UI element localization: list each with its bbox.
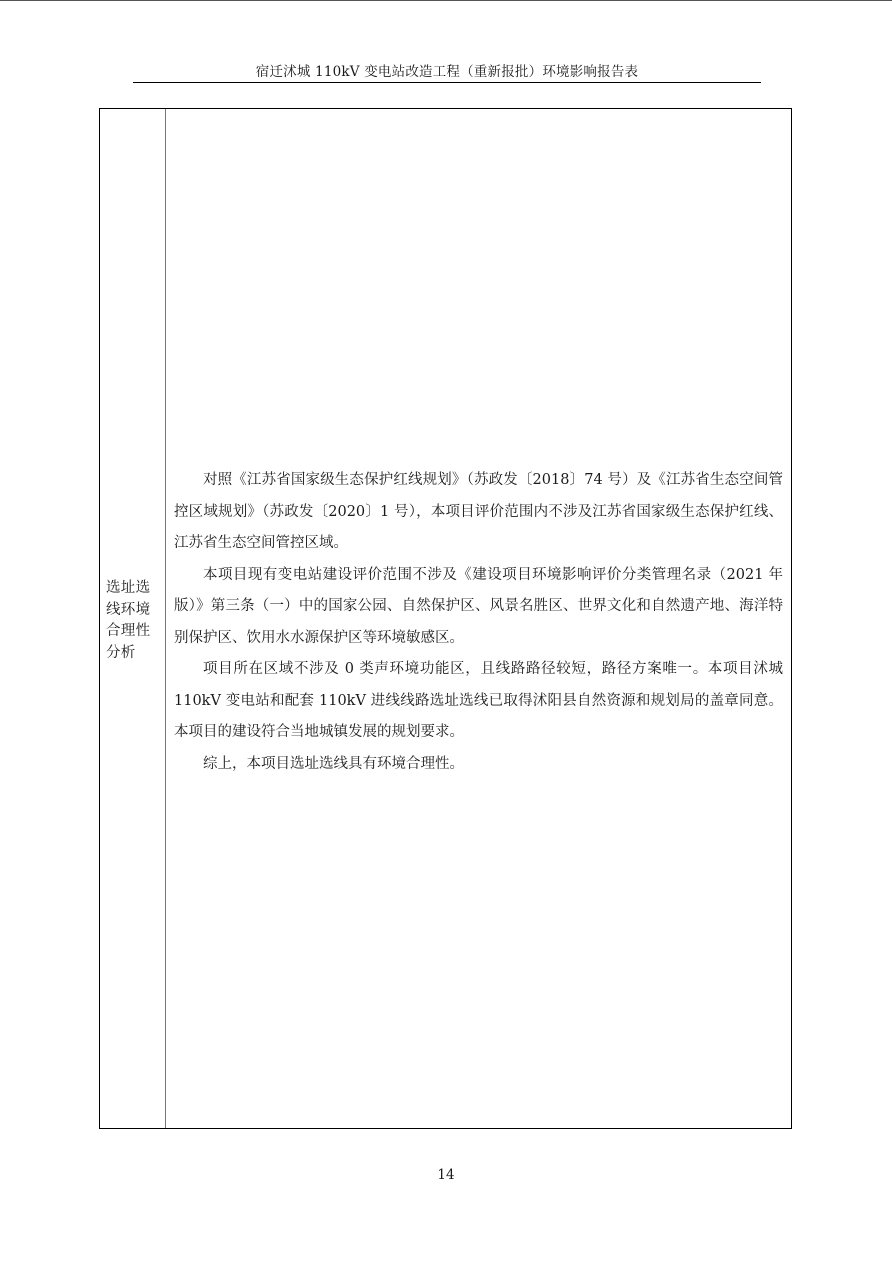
paragraph-conclusion: 综上，本项目选址选线具有环境合理性。 bbox=[203, 755, 464, 772]
page-header-title: 宿迁沭城 110kV 变电站改造工程（重新报批）环境影响报告表 bbox=[133, 62, 761, 83]
row-label-text: 选址选线环境合理性分析 bbox=[106, 580, 151, 661]
top-border-line bbox=[0, 0, 892, 1]
analysis-text-block bbox=[174, 465, 783, 780]
paragraph-sensitive-areas: 本项目现有变电站建设评价范围不涉及《建设项目环境影响评价分类管理名录（2021 年版）》第三条（一）中的国家公园、自然保护区、风景名胜区、世界文化和自然遗产地、海洋特别保护区、饮用水水源保护区等环境敏感区。 bbox=[174, 566, 783, 646]
page-number: 14 bbox=[437, 1167, 455, 1183]
report-form-table bbox=[99, 108, 792, 1129]
row-content-cell bbox=[166, 109, 791, 1128]
row-label-cell bbox=[100, 109, 166, 1128]
paragraph-ecological-redline: 对照《江苏省国家级生态保护红线规划》（苏政发〔2018〕74 号）及《江苏省生态空间管控区域规划》（苏政发〔2020〕1 号），本项目评价范围内不涉及江苏省国家级生态保护红线、江苏省生态空间管控区域。 bbox=[174, 472, 783, 551]
paragraph-route-approval: 项目所在区域不涉及 0 类声环境功能区，且线路路径较短，路径方案唯一。本项目沭城 110kV 变电站和配套 110kV 进线线路选址选线已取得沭阳县自然资源和规划局的盖章同意。本项目的建设符合当地城镇发展的规划要求。 bbox=[174, 661, 783, 740]
